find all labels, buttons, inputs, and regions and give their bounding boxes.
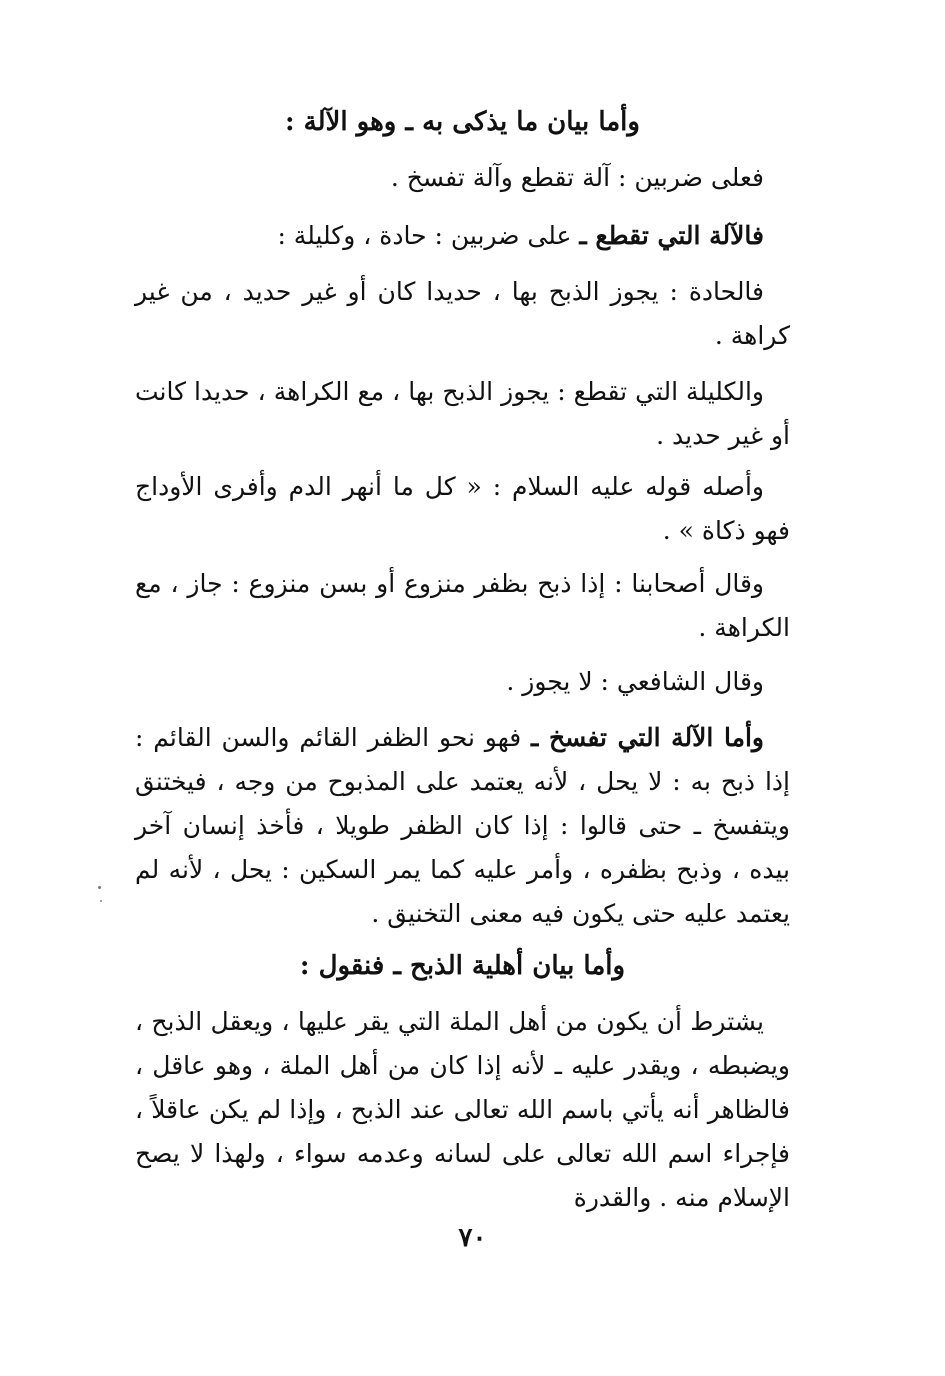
paragraph-two-kinds	[135, 156, 790, 200]
paragraph-lead-bold: وأما الآلة التي تفسخ ـ	[531, 723, 764, 752]
section-heading-eligibility: وأما بيان أهلية الذبح ـ فنقول :	[299, 951, 626, 981]
scan-speck	[100, 900, 102, 902]
paragraph-text: وأصله قوله عليه السلام : « كل ما أنهر الدم وأفرى الأوداج فهو ذكاة » .	[135, 472, 790, 545]
page-number: ٧٠	[458, 1223, 487, 1253]
paragraph-shafii	[135, 660, 790, 704]
paragraph-text: وقال أصحابنا : إذا ذبح بظفر منزوع أو بسن منزوع : جاز ، مع الكراهة .	[135, 569, 790, 642]
paragraph-text: والكليلة التي تقطع : يجوز الذبح بها ، مع الكراهة ، حديدا كانت أو غير حديد .	[135, 377, 790, 450]
scan-speck	[98, 886, 101, 889]
paragraph-hadith	[135, 465, 790, 553]
paragraph-conditions	[135, 1000, 790, 1220]
paragraph-text: فعلى ضربين : آلة تقطع وآلة تفسخ .	[390, 163, 764, 192]
paragraph-text: وقال الشافعي : لا يجوز .	[506, 667, 764, 696]
paragraph-companions	[135, 562, 790, 650]
paragraph-text: يشترط أن يكون من أهل الملة التي يقر عليها ، ويعقل الذبح ، ويضبطه ، ويقدر عليه ـ لأنه إذا كان من أهل الملة ، وهو عاقل ، فالظاهر أنه يأتي باسم الله تعالى عند الذبح ، وإذا لم يكن عاقلاً ، فإجراء اسم الله تعالى على لسانه وعدمه سواء ، ولهذا لا يصح الإسلام منه . والقدرة	[135, 1007, 790, 1212]
paragraph-tearing-tool	[135, 716, 790, 936]
paragraph-blunt	[135, 370, 790, 458]
paragraph-text: فالحادة : يجوز الذبح بها ، حديدا كان أو غير حديد ، من غير كراهة .	[135, 277, 790, 350]
paragraph-text: على ضربين : حادة ، وكليلة :	[277, 221, 580, 250]
paragraph-text: فهو نحو الظفر القائم والسن القائم : إذا ذبح به : لا يحل ، لأنه يعتمد على المذبوح من وجه ، فيختنق ويتفسخ ـ حتى قالوا : إذا كان الظفر طويلا ، فأخذ إنسان آخر بيده ، وذبح بظفره ، وأمر عليه كما يمر السكين : يحل ، لأنه لم يعتمد عليه حتى يكون فيه معنى التخنيق .	[135, 723, 790, 928]
section-heading-tool: وأما بيان ما يذكى به ـ وهو الآلة :	[285, 107, 640, 137]
paragraph-cutting-tool	[135, 214, 790, 258]
paragraph-sharp	[135, 270, 790, 358]
paragraph-lead-bold: فالآلة التي تقطع ـ	[579, 221, 764, 250]
